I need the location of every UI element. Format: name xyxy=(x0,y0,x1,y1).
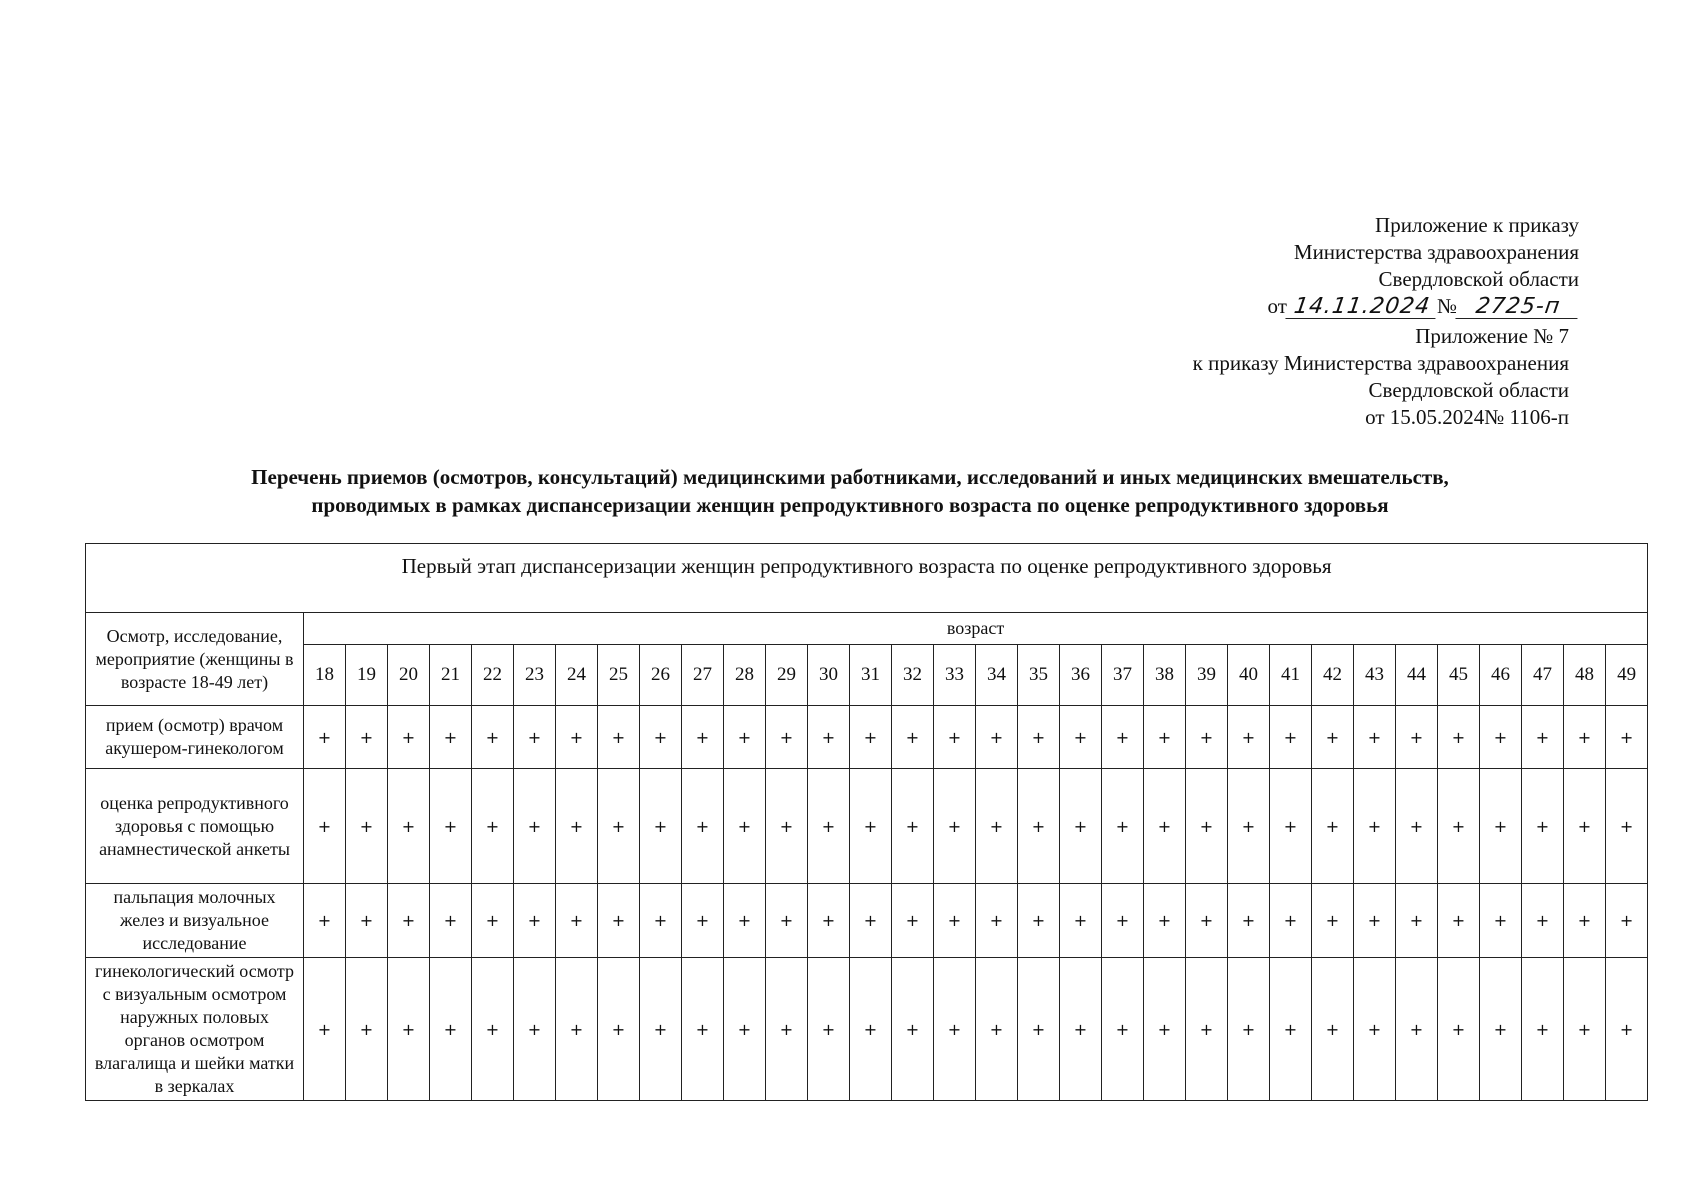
mark-cell-43: + xyxy=(1354,958,1396,1101)
mark-cell-41: + xyxy=(1270,769,1312,884)
mark-cell-23: + xyxy=(514,884,556,958)
age-group-header: возраст xyxy=(304,613,1648,645)
age-header-39: 39 xyxy=(1186,645,1228,706)
mark-cell-46: + xyxy=(1480,706,1522,769)
mark-cell-20: + xyxy=(388,769,430,884)
mark-cell-38: + xyxy=(1144,958,1186,1101)
age-header-43: 43 xyxy=(1354,645,1396,706)
mark-cell-21: + xyxy=(430,769,472,884)
age-header-40: 40 xyxy=(1228,645,1270,706)
mark-cell-30: + xyxy=(808,958,850,1101)
mark-cell-24: + xyxy=(556,769,598,884)
mark-cell-36: + xyxy=(1060,884,1102,958)
age-header-38: 38 xyxy=(1144,645,1186,706)
mark-cell-32: + xyxy=(892,958,934,1101)
mark-cell-42: + xyxy=(1312,769,1354,884)
age-header-26: 26 xyxy=(640,645,682,706)
mark-cell-34: + xyxy=(976,769,1018,884)
mark-cell-28: + xyxy=(724,884,766,958)
mark-cell-38: + xyxy=(1144,706,1186,769)
table-row xyxy=(86,884,1648,958)
number-prefix: № xyxy=(1436,294,1457,318)
mark-cell-47: + xyxy=(1522,884,1564,958)
mark-cell-22: + xyxy=(472,706,514,769)
mark-cell-26: + xyxy=(640,884,682,958)
mark-cell-29: + xyxy=(766,884,808,958)
mark-cell-31: + xyxy=(850,884,892,958)
mark-cell-26: + xyxy=(640,958,682,1101)
age-header-48: 48 xyxy=(1564,645,1606,706)
document-title xyxy=(80,463,1620,519)
ages-row xyxy=(86,645,1648,706)
mark-cell-25: + xyxy=(598,769,640,884)
mark-cell-27: + xyxy=(682,958,724,1101)
mark-cell-33: + xyxy=(934,884,976,958)
handwritten-number: 2725-п xyxy=(1455,296,1580,319)
mark-cell-46: + xyxy=(1480,769,1522,884)
mark-cell-23: + xyxy=(514,769,556,884)
mark-cell-37: + xyxy=(1102,706,1144,769)
mark-cell-35: + xyxy=(1018,706,1060,769)
age-header-25: 25 xyxy=(598,645,640,706)
age-header-46: 46 xyxy=(1480,645,1522,706)
mark-cell-24: + xyxy=(556,884,598,958)
mark-cell-46: + xyxy=(1480,884,1522,958)
mark-cell-20: + xyxy=(388,958,430,1101)
mark-cell-39: + xyxy=(1186,884,1228,958)
age-header-31: 31 xyxy=(850,645,892,706)
mark-cell-35: + xyxy=(1018,769,1060,884)
handwritten-date: 14.11.2024 xyxy=(1285,296,1438,319)
mark-cell-36: + xyxy=(1060,769,1102,884)
mark-cell-28: + xyxy=(724,958,766,1101)
mark-cell-38: + xyxy=(1144,769,1186,884)
age-header-45: 45 xyxy=(1438,645,1480,706)
age-header-42: 42 xyxy=(1312,645,1354,706)
mark-cell-27: + xyxy=(682,884,724,958)
age-header-36: 36 xyxy=(1060,645,1102,706)
age-header-30: 30 xyxy=(808,645,850,706)
approval-line-1: Приложение к приказу xyxy=(1375,213,1579,237)
mark-cell-27: + xyxy=(682,706,724,769)
mark-cell-41: + xyxy=(1270,884,1312,958)
mark-cell-30: + xyxy=(808,769,850,884)
mark-cell-19: + xyxy=(346,958,388,1101)
mark-cell-45: + xyxy=(1438,884,1480,958)
mark-cell-40: + xyxy=(1228,884,1270,958)
age-header-34: 34 xyxy=(976,645,1018,706)
age-header-49: 49 xyxy=(1606,645,1648,706)
mark-cell-25: + xyxy=(598,958,640,1101)
mark-cell-33: + xyxy=(934,958,976,1101)
mark-cell-18: + xyxy=(304,958,346,1101)
age-header-37: 37 xyxy=(1102,645,1144,706)
mark-cell-48: + xyxy=(1564,958,1606,1101)
mark-cell-33: + xyxy=(934,706,976,769)
mark-cell-33: + xyxy=(934,769,976,884)
title-line-2: проводимых в рамках диспансеризации женщин репродуктивного возраста по оценке репродуктивного здоровья xyxy=(311,493,1389,517)
mark-cell-48: + xyxy=(1564,706,1606,769)
mark-cell-43: + xyxy=(1354,769,1396,884)
row-label: прием (осмотр) врачом акушером-гинекологом xyxy=(86,706,304,769)
age-header-33: 33 xyxy=(934,645,976,706)
mark-cell-32: + xyxy=(892,884,934,958)
mark-cell-19: + xyxy=(346,706,388,769)
mark-cell-47: + xyxy=(1522,769,1564,884)
mark-cell-29: + xyxy=(766,958,808,1101)
mark-cell-39: + xyxy=(1186,706,1228,769)
mark-cell-32: + xyxy=(892,706,934,769)
mark-cell-19: + xyxy=(346,884,388,958)
table-row xyxy=(86,769,1648,884)
age-header-21: 21 xyxy=(430,645,472,706)
mark-cell-29: + xyxy=(766,769,808,884)
mark-cell-23: + xyxy=(514,706,556,769)
row-label: пальпация молочных желез и визуальное исследование xyxy=(86,884,304,958)
appendix-line-3: Свердловской области xyxy=(1368,378,1569,402)
table-row xyxy=(86,706,1648,769)
mark-cell-30: + xyxy=(808,884,850,958)
approval-header xyxy=(1268,212,1579,320)
mark-cell-40: + xyxy=(1228,958,1270,1101)
appendix-line-4: от 15.05.2024№ 1106-п xyxy=(1365,405,1569,429)
title-line-1: Перечень приемов (осмотров, консультаций) медицинскими работниками, исследований и иных медицинских вмешательств, xyxy=(251,465,1449,489)
row-label: оценка репродуктивного здоровья с помощью анамнестической анкеты xyxy=(86,769,304,884)
mark-cell-24: + xyxy=(556,958,598,1101)
mark-cell-44: + xyxy=(1396,958,1438,1101)
mark-cell-18: + xyxy=(304,706,346,769)
age-group-row xyxy=(86,613,1648,645)
age-header-41: 41 xyxy=(1270,645,1312,706)
mark-cell-24: + xyxy=(556,706,598,769)
mark-cell-26: + xyxy=(640,706,682,769)
appendix-line-2: к приказу Министерства здравоохранения xyxy=(1192,351,1569,375)
mark-cell-22: + xyxy=(472,884,514,958)
mark-cell-25: + xyxy=(598,884,640,958)
mark-cell-20: + xyxy=(388,884,430,958)
age-header-18: 18 xyxy=(304,645,346,706)
stage-header: Первый этап диспансеризации женщин репродуктивного возраста по оценке репродуктивного здоровья xyxy=(86,544,1648,613)
mark-cell-37: + xyxy=(1102,769,1144,884)
mark-cell-34: + xyxy=(976,706,1018,769)
age-header-35: 35 xyxy=(1018,645,1060,706)
age-header-22: 22 xyxy=(472,645,514,706)
row-label: гинекологический осмотр с визуальным осмотром наружных половых органов осмотром влагалища и шейки матки в зеркалах xyxy=(86,958,304,1101)
approval-line-2: Министерства здравоохранения xyxy=(1293,240,1579,264)
mark-cell-28: + xyxy=(724,706,766,769)
mark-cell-48: + xyxy=(1564,884,1606,958)
mark-cell-21: + xyxy=(430,884,472,958)
age-header-29: 29 xyxy=(766,645,808,706)
mark-cell-36: + xyxy=(1060,706,1102,769)
mark-cell-22: + xyxy=(472,958,514,1101)
mark-cell-40: + xyxy=(1228,769,1270,884)
mark-cell-37: + xyxy=(1102,884,1144,958)
age-header-20: 20 xyxy=(388,645,430,706)
mark-cell-26: + xyxy=(640,769,682,884)
appendix-line-1: Приложение № 7 xyxy=(1415,324,1569,348)
mark-cell-47: + xyxy=(1522,958,1564,1101)
mark-cell-31: + xyxy=(850,769,892,884)
appendix-header xyxy=(1193,323,1569,431)
mark-cell-45: + xyxy=(1438,958,1480,1101)
table-row xyxy=(86,958,1648,1101)
mark-cell-42: + xyxy=(1312,706,1354,769)
age-header-27: 27 xyxy=(682,645,724,706)
mark-cell-28: + xyxy=(724,769,766,884)
mark-cell-35: + xyxy=(1018,958,1060,1101)
mark-cell-45: + xyxy=(1438,769,1480,884)
mark-cell-34: + xyxy=(976,884,1018,958)
mark-cell-42: + xyxy=(1312,884,1354,958)
mark-cell-20: + xyxy=(388,706,430,769)
age-header-19: 19 xyxy=(346,645,388,706)
mark-cell-34: + xyxy=(976,958,1018,1101)
approval-line-3: Свердловской области xyxy=(1378,267,1579,291)
mark-cell-40: + xyxy=(1228,706,1270,769)
mark-cell-48: + xyxy=(1564,769,1606,884)
column-header-procedure: Осмотр, исследование, мероприятие (женщины в возрасте 18-49 лет) xyxy=(86,613,304,706)
mark-cell-39: + xyxy=(1186,769,1228,884)
mark-cell-25: + xyxy=(598,706,640,769)
mark-cell-18: + xyxy=(304,884,346,958)
age-header-28: 28 xyxy=(724,645,766,706)
mark-cell-49: + xyxy=(1606,884,1648,958)
mark-cell-31: + xyxy=(850,706,892,769)
mark-cell-29: + xyxy=(766,706,808,769)
mark-cell-19: + xyxy=(346,769,388,884)
approval-date-number-line xyxy=(1268,293,1579,320)
date-prefix: от xyxy=(1267,294,1287,318)
mark-cell-44: + xyxy=(1396,706,1438,769)
age-header-44: 44 xyxy=(1396,645,1438,706)
mark-cell-38: + xyxy=(1144,884,1186,958)
mark-cell-43: + xyxy=(1354,706,1396,769)
mark-cell-43: + xyxy=(1354,884,1396,958)
mark-cell-49: + xyxy=(1606,769,1648,884)
mark-cell-36: + xyxy=(1060,958,1102,1101)
mark-cell-37: + xyxy=(1102,958,1144,1101)
mark-cell-21: + xyxy=(430,706,472,769)
mark-cell-44: + xyxy=(1396,769,1438,884)
mark-cell-46: + xyxy=(1480,958,1522,1101)
mark-cell-18: + xyxy=(304,769,346,884)
mark-cell-39: + xyxy=(1186,958,1228,1101)
mark-cell-41: + xyxy=(1270,706,1312,769)
mark-cell-41: + xyxy=(1270,958,1312,1101)
mark-cell-22: + xyxy=(472,769,514,884)
age-header-47: 47 xyxy=(1522,645,1564,706)
mark-cell-31: + xyxy=(850,958,892,1101)
mark-cell-49: + xyxy=(1606,706,1648,769)
mark-cell-49: + xyxy=(1606,958,1648,1101)
examinations-table xyxy=(85,543,1648,1101)
age-header-23: 23 xyxy=(514,645,556,706)
mark-cell-30: + xyxy=(808,706,850,769)
mark-cell-21: + xyxy=(430,958,472,1101)
stage-header-row xyxy=(86,544,1648,613)
mark-cell-42: + xyxy=(1312,958,1354,1101)
mark-cell-47: + xyxy=(1522,706,1564,769)
mark-cell-23: + xyxy=(514,958,556,1101)
age-header-32: 32 xyxy=(892,645,934,706)
mark-cell-32: + xyxy=(892,769,934,884)
mark-cell-45: + xyxy=(1438,706,1480,769)
age-header-24: 24 xyxy=(556,645,598,706)
mark-cell-35: + xyxy=(1018,884,1060,958)
mark-cell-44: + xyxy=(1396,884,1438,958)
mark-cell-27: + xyxy=(682,769,724,884)
